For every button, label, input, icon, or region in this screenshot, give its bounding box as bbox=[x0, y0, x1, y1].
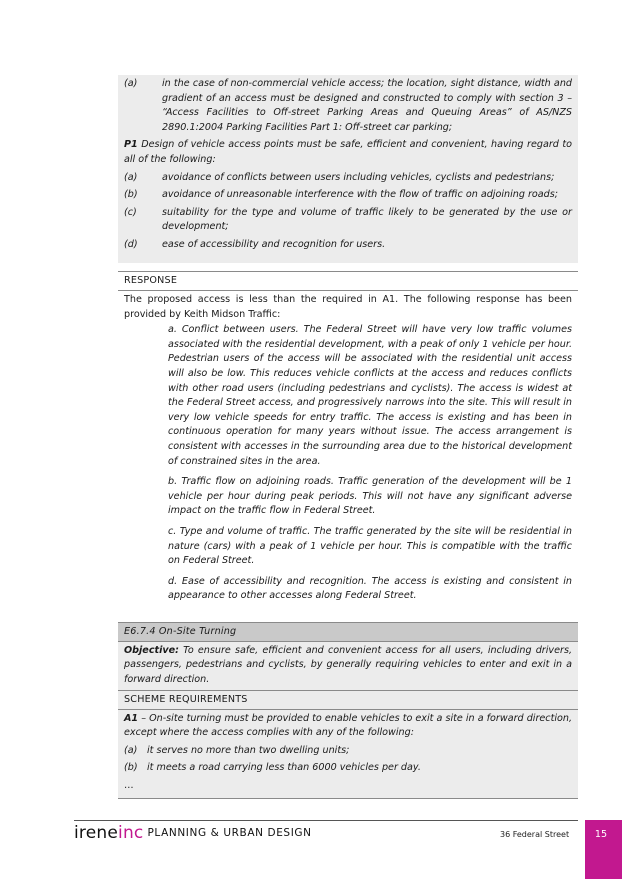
list-item-label: (d) bbox=[124, 238, 138, 250]
a1-paragraph bbox=[124, 712, 572, 741]
page-number-box bbox=[585, 820, 622, 879]
footer-divider bbox=[74, 820, 578, 821]
p1-text: Design of vehicle access points must be safe, efficient and convenient, having regard to all of the following: bbox=[124, 139, 572, 165]
criterion-a-label: (a) bbox=[124, 78, 138, 89]
list-item-label: (a) bbox=[124, 744, 138, 756]
response-point: b. Traffic flow on adjoining roads. Traffic generation of the development will be 1 vehicle per hour during peak periods. This will not have any significant adverse impact on the traffic flow in Federal Street. bbox=[168, 476, 572, 517]
response-point: d. Ease of accessibility and recognition. The access is existing and consistent in appearance to other accesses along Federal Street. bbox=[168, 575, 572, 602]
a1-text: – On-site turning must be provided to enable vehicles to exit a site in a forward direction, except where the access complies with any of the following: bbox=[124, 712, 572, 739]
objective-label: Objective: bbox=[124, 644, 179, 656]
list-item-text: ease of accessibility and recognition for users. bbox=[162, 238, 386, 250]
brand-name: irene bbox=[74, 823, 119, 843]
response-heading: RESPONSE bbox=[124, 275, 178, 286]
list-item-text: suitability for the type and volume of traffic likely to be generated by the use or development; bbox=[162, 206, 572, 233]
footer-address: 36 Federal Street bbox=[500, 830, 570, 839]
p1-label: P1 bbox=[124, 139, 138, 151]
response-body bbox=[118, 291, 578, 604]
objective-text: To ensure safe, efficient and convenient access for all users, including drivers, passengers, pedestrians and cyclists, by generally requiring vehicles to enter and exit in a forward direction. bbox=[124, 644, 572, 686]
list-item bbox=[124, 238, 572, 253]
list-item-label: (a) bbox=[124, 171, 138, 183]
list-item-label: (c) bbox=[124, 206, 137, 218]
scheme-requirements-heading: SCHEME REQUIREMENTS bbox=[124, 693, 248, 705]
a1-label: A1 bbox=[124, 712, 139, 724]
section-title: E6.7.4 On-Site Turning bbox=[118, 622, 578, 642]
page-number: 15 bbox=[594, 829, 608, 840]
list-item-label: (b) bbox=[124, 762, 138, 774]
brand-suffix: inc bbox=[118, 823, 144, 843]
list-item bbox=[124, 206, 572, 235]
ellipsis: … bbox=[124, 780, 134, 792]
objective-paragraph bbox=[124, 644, 572, 688]
brand-logo bbox=[74, 822, 312, 844]
list-item-text: it meets a road carrying less than 6000 vehicles per day. bbox=[147, 762, 421, 774]
acceptable-solution-box bbox=[118, 75, 578, 263]
criterion-a-text: in the case of non-commercial vehicle access; the location, sight distance, width and gradient of an access must be designed and constructed to comply with section 3 – “Access Facilities to Off-street Parking Areas and Queuing Areas” of AS/NZS 2890.1:2004 Parking Facilities Part 1: Off-street car parking; bbox=[162, 78, 572, 133]
list-item-text: avoidance of conflicts between users including vehicles, cyclists and pedestrians; bbox=[162, 171, 555, 183]
list-item-text: avoidance of unreasonable interference with the flow of traffic on adjoining roads; bbox=[162, 189, 558, 201]
response-points bbox=[124, 323, 572, 604]
divider bbox=[118, 798, 578, 799]
response-point: a. Conflict between users. The Federal Street will have very low traffic volumes associated with the residential development, with a peak of only 1 vehicle per hour. Pedestrian users of the access will be associated with the residential unit access will also be low. This reduces vehicle conflicts at the access and reduces conflicts with other road users (including pedestrians and cyclists). The access is widest at the Federal Street access, and progressively narrows into the site. This will result in very low vehicle speeds for entry traffic. The access is existing and has been in continuous operation for many years without issue. The access arrangement is consistent with accesses in the surrounding area due to the historical development of constrained sites in the area. bbox=[168, 324, 572, 467]
brand-tagline: PLANNING & URBAN DESIGN bbox=[147, 827, 312, 839]
p1-paragraph bbox=[124, 138, 572, 167]
list-item-text: it serves no more than two dwelling units; bbox=[147, 744, 350, 756]
list-item bbox=[124, 188, 572, 203]
list-item-label: (b) bbox=[124, 189, 138, 201]
response-point: c. Type and volume of traffic. The traffic generated by the site will be residential in nature (cars) with a peak of 1 vehicle per hour. This is compatible with the traffic on Federal Street. bbox=[168, 525, 572, 567]
scheme-box bbox=[118, 642, 578, 799]
list-item bbox=[124, 171, 572, 186]
page-content bbox=[118, 75, 578, 799]
response-intro: The proposed access is less than the required in A1. The following response has been provided by Keith Midson Traffic: bbox=[124, 294, 572, 320]
list-item bbox=[124, 761, 572, 776]
list-item bbox=[124, 744, 572, 759]
criterion-a bbox=[124, 77, 572, 135]
